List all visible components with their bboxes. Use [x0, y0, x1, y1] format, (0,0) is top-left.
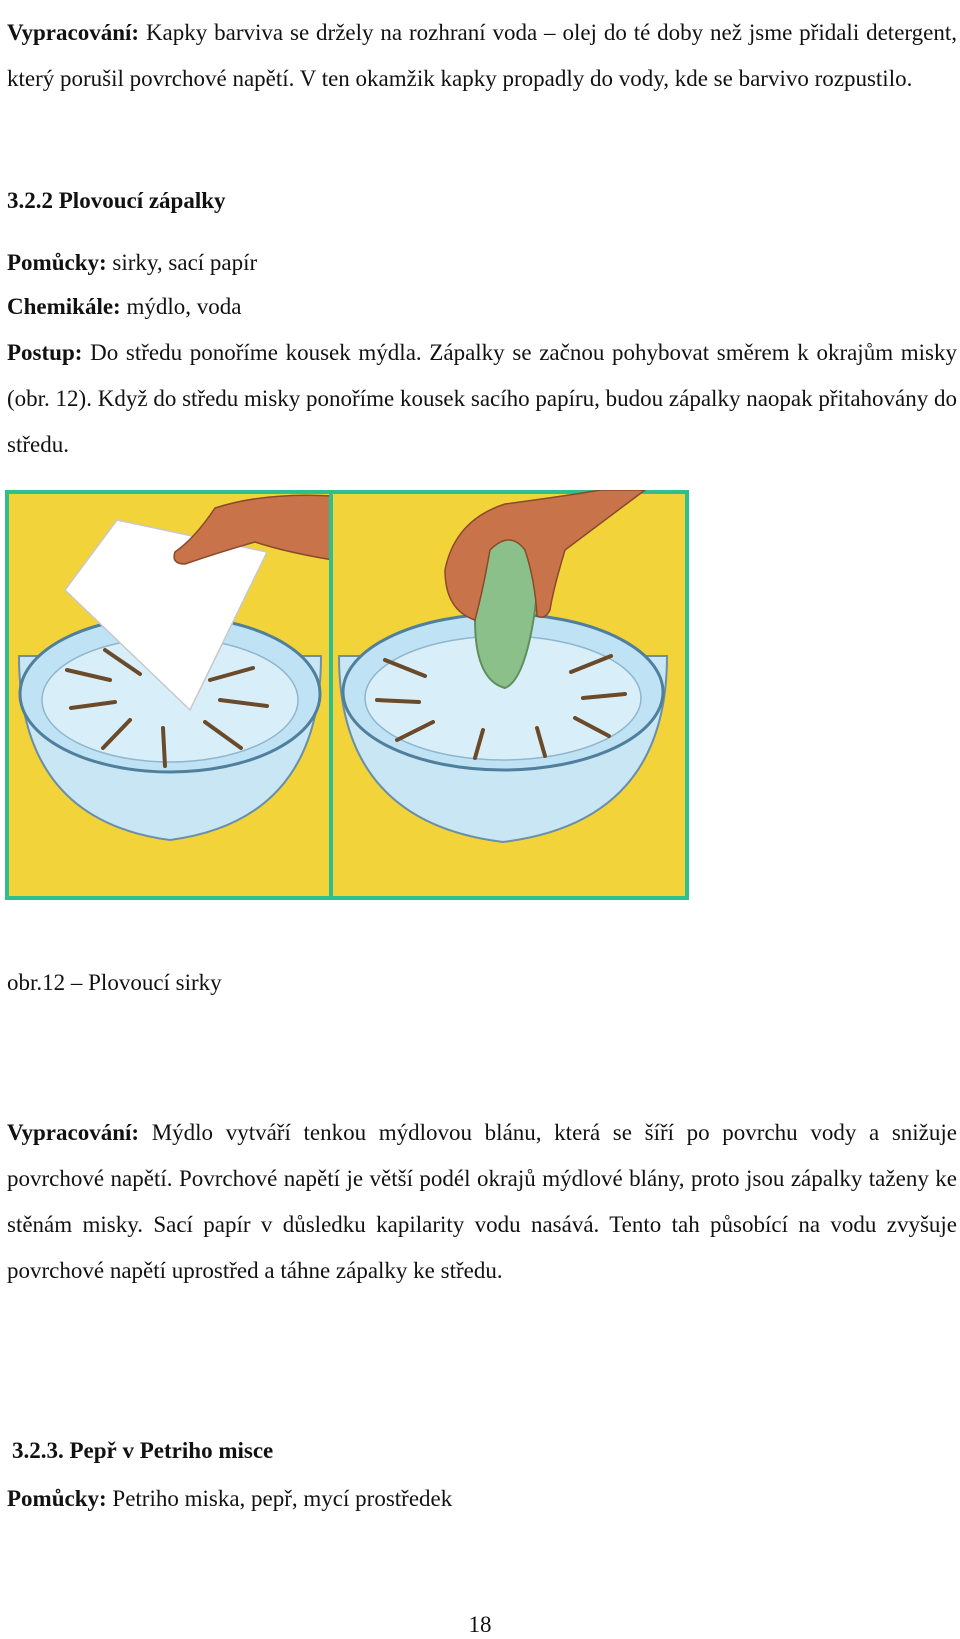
- chemicals-label: Chemikále:: [7, 294, 121, 319]
- tools-text: sirky, sací papír: [106, 250, 258, 275]
- tools-label: Pomůcky:: [7, 250, 107, 275]
- intro-text: Kapky barviva se držely na rozhraní voda – olej do té doby než jsme přidali detergent, který porušil povrchové napětí. V ten okamžik kapky propadly do vody, kde se barvivo rozpustilo.: [7, 20, 957, 91]
- result-paragraph: [7, 1110, 957, 1294]
- tools-text-2: Petriho miska, pepř, mycí prostředek: [106, 1486, 453, 1511]
- intro-label: Vypracování:: [7, 20, 140, 45]
- figure-caption: obr.12 – Plovoucí sirky: [7, 970, 222, 995]
- page-number: 18: [468, 1612, 492, 1637]
- tools-line-2: [7, 1476, 957, 1522]
- chemicals-line: [7, 284, 957, 330]
- procedure-text: Do středu ponoříme kousek mýdla. Zápalky se začnou pohybovat směrem k okrajům misky (obr. 12). Když do středu misky ponoříme kousek sacího papíru, budou zápalky naopak přitahovány do středu.: [7, 340, 957, 457]
- section-heading-plovouci-zapalky: 3.2.2 Plovoucí zápalky: [7, 188, 226, 213]
- tools-line: [7, 240, 957, 286]
- result-label: Vypracování:: [7, 1120, 140, 1145]
- figure-panel-left: [7, 492, 333, 898]
- chemicals-text: mýdlo, voda: [120, 294, 242, 319]
- figure-panel-right: [331, 490, 687, 898]
- result-text: Mýdlo vytváří tenkou mýdlovou blánu, která se šíří po povrchu vody a snižuje povrchové napětí. Povrchové napětí je větší podél okrajů mýdlové blány, proto jsou zápalky taženy ke stěnám misky. Sací papír v důsledku kapilarity vodu nasává. Tento tah působící na vodu zvyšuje povrchové napětí uprostřed a táhne zápalky ke středu.: [7, 1120, 957, 1283]
- procedure-paragraph: [7, 330, 957, 468]
- intro-paragraph: [7, 10, 957, 102]
- procedure-label: Postup:: [7, 340, 83, 365]
- tools-label-2: Pomůcky:: [7, 1486, 107, 1511]
- figure-floating-matches: [5, 490, 691, 902]
- section-heading-pepr: 3.2.3. Pepř v Petriho misce: [12, 1438, 274, 1463]
